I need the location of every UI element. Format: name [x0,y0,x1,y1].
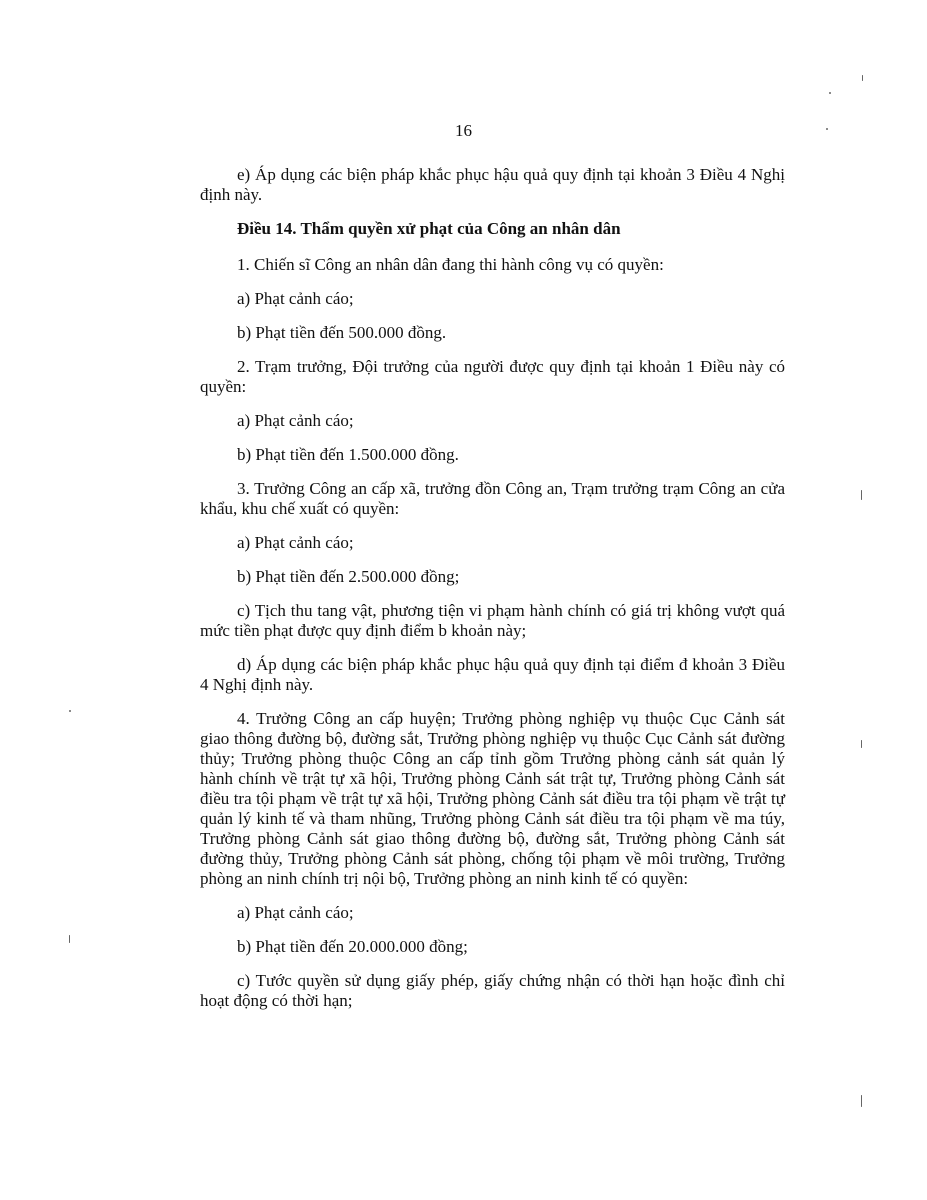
paragraph-e-remedial: e) Áp dụng các biện pháp khắc phục hậu quả quy định tại khoản 3 Điều 4 Nghị định này. [200,165,785,204]
clause-3-point-b: b) Phạt tiền đến 2.500.000 đồng; [237,567,460,586]
clause-1-point-b: b) Phạt tiền đến 500.000 đồng. [237,323,447,342]
clause-2-point-b: b) Phạt tiền đến 1.500.000 đồng. [237,445,459,464]
clause-4-point-a: a) Phạt cảnh cáo; [237,903,354,922]
clause-1-point-a: a) Phạt cảnh cáo; [237,289,354,308]
scan-speck [826,128,828,130]
clause-4-point-c: c) Tước quyền sử dụng giấy phép, giấy chứng nhận có thời hạn hoặc đình chỉ hoạt động có thời hạn; [200,971,785,1010]
scan-speck [861,490,862,500]
page-number: 16 [455,121,472,140]
scan-speck [861,740,862,748]
clause-3-point-a: a) Phạt cảnh cáo; [237,533,354,552]
clause-3: 3. Trưởng Công an cấp xã, trưởng đồn Công an, Trạm trưởng trạm Công an cửa khẩu, khu chế xuất có quyền: [200,479,785,518]
clause-1: 1. Chiến sĩ Công an nhân dân đang thi hành công vụ có quyền: [237,255,664,274]
document-body [200,165,785,1025]
clause-4: 4. Trưởng Công an cấp huyện; Trưởng phòng nghiệp vụ thuộc Cục Cảnh sát giao thông đường bộ, đường sắt, Trưởng phòng nghiệp vụ thuộc Cục Cảnh sát đường thủy; Trưởng phòng thuộc Công an cấp tỉnh gồm Trưởng phòng cảnh sát quản lý hành chính về trật tự xã hội, Trưởng phòng Cảnh sát trật tự, Trưởng phòng Cảnh sát điều tra tội phạm về trật tự xã hội, Trưởng phòng Cảnh sát điều tra tội phạm về trật tự quản lý kinh tế và tham nhũng, Trưởng phòng Cảnh sát điều tra tội phạm về ma túy, Trưởng phòng Cảnh sát giao thông đường bộ, đường sắt, Trưởng phòng Cảnh sát đường thủy, Trưởng phòng Cảnh sát phòng, chống tội phạm về môi trường, Trưởng phòng an ninh chính trị nội bộ, Trưởng phòng an ninh kinh tế có quyền: [200,709,785,888]
scan-speck [861,1095,862,1107]
scan-speck [69,710,71,712]
scan-speck [862,75,863,81]
clause-2-point-a: a) Phạt cảnh cáo; [237,411,354,430]
article-14-heading: Điều 14. Thẩm quyền xử phạt của Công an nhân dân [237,219,621,238]
scan-speck [829,92,831,94]
clause-3-point-c: c) Tịch thu tang vật, phương tiện vi phạm hành chính có giá trị không vượt quá mức tiền phạt được quy định điểm b khoản này; [200,601,785,640]
clause-4-point-b: b) Phạt tiền đến 20.000.000 đồng; [237,937,468,956]
clause-2: 2. Trạm trưởng, Đội trưởng của người được quy định tại khoản 1 Điều này có quyền: [200,357,785,396]
clause-3-point-d: d) Áp dụng các biện pháp khắc phục hậu quả quy định tại điểm đ khoản 3 Điều 4 Nghị định này. [200,655,785,694]
scan-speck [69,935,70,943]
